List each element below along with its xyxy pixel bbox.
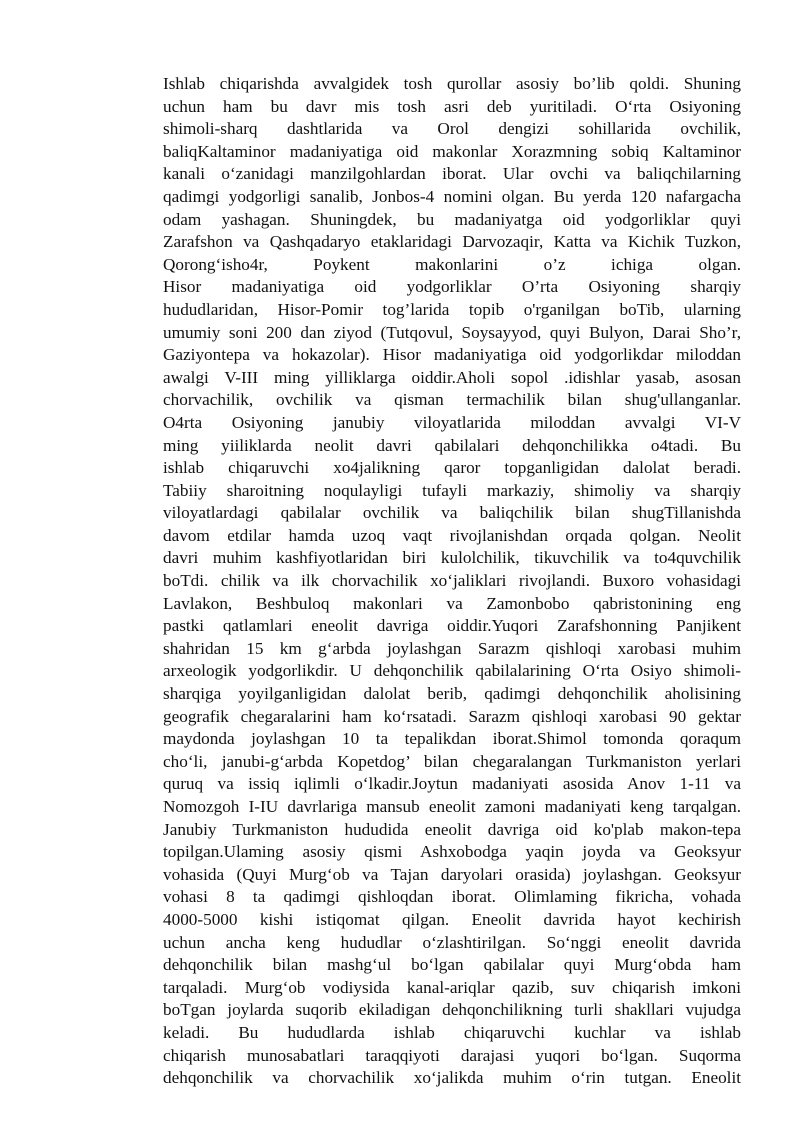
text-line: chorvachilik, ovchilik va qisman termachilik bilan shug'ullanganlar. bbox=[163, 390, 741, 410]
text-line: quruq va issiq iqlimli o‘lkadir.Joytun madaniyati asosida Anov 1-11 va bbox=[163, 774, 741, 794]
text-line: Qorong‘isho4r, Poykent makonlarini o’z ichiga olgan. bbox=[163, 254, 741, 274]
text-line: tarqaladi. Murg‘ob vodiysida kanal-ariqlar qazib, suv chiqarish imkoni bbox=[163, 977, 741, 997]
text-line: umumiy soni 200 dan ziyod (Tutqovul, Soysayyod, quyi Bulyon, Darai Sho’r, bbox=[163, 322, 741, 342]
text-line: davom etdilar hamda uzoq vaqt rivojlanishdan orqada qolgan. Neolit bbox=[163, 525, 741, 545]
text-line: baliqKaltaminor madaniyatiga oid makonlar Xorazmning sobiq Kaltaminor bbox=[163, 141, 741, 161]
text-line: uchun ancha keng hududlar o‘zlashtirilgan. So‘nggi eneolit davrida bbox=[163, 932, 741, 952]
text-line: Janubiy Turkmaniston hududida eneolit davriga oid ko'plab makon-tepa bbox=[163, 819, 741, 839]
text-line: geografik chegaralarini ham ko‘rsatadi. Sarazm qishloqi xarobasi 90 gektar bbox=[163, 706, 741, 726]
text-line: davri muhim kashfiyotlaridan biri kulolchilik, tikuvchilik va to4quvchilik bbox=[163, 548, 741, 568]
text-line: Ishlab chiqarishda avvalgidek tosh qurollar asosiy bo’lib qoldi. Shuning bbox=[163, 74, 741, 93]
text-line: Hisor madaniyatiga oid yodgorliklar O’rta Osiyoning sharqiy bbox=[163, 277, 741, 297]
document-body bbox=[163, 73, 741, 1090]
text-line: keladi. Bu hududlarda ishlab chiqaruvchi kuchlar va ishlab bbox=[163, 1022, 741, 1042]
text-line: arxeologik yodgorlikdir. U dehqonchilik qabilalarining O‘rta Osiyo shimoli- bbox=[163, 661, 741, 681]
text-line: odam yashagan. Shuningdek, bu madaniyatga oid yodgorliklar quyi bbox=[163, 209, 741, 229]
text-line: viloyatlardagi qabilalar ovchilik va baliqchilik bilan shugTillanishda bbox=[163, 503, 741, 523]
text-line: Nomozgoh I-IU davrlariga mansub eneolit zamoni madaniyati keng tarqalgan. bbox=[163, 797, 741, 816]
text-line: ishlab chiqaruvchi xo4jalikning qaror topganligidan dalolat beradi. bbox=[163, 458, 741, 478]
text-line: vohasida (Quyi Murg‘ob va Tajan daryolari orasida) joylashgan. Geoksyur bbox=[163, 864, 741, 884]
text-line: boTgan joylarda suqorib ekiladigan dehqonchilikning turli shakllari vujudga bbox=[163, 1000, 741, 1020]
text-line: hududlaridan, Hisor-Pomir tog’larida topib o'rganilgan boTib, ularning bbox=[163, 299, 741, 319]
text-line: Tabiiy sharoitning noqulayligi tufayli markaziy, shimoliy va sharqiy bbox=[163, 480, 741, 500]
text-line: kanali o‘zanidagi manzilgohlardan iborat. Ular ovchi va baliqchilarning bbox=[163, 164, 741, 184]
text-line: sharqiga yoyilganligidan dalolat berib, qadimgi dehqonchilik aholisining bbox=[163, 684, 741, 704]
text-line: shahridan 15 km g‘arbda joylashgan Sarazm qishloqi xarobasi muhim bbox=[163, 638, 741, 658]
text-line: maydonda joylashgan 10 ta tepalikdan iborat.Shimol tomonda qoraqum bbox=[163, 729, 741, 749]
text-line: Lavlakon, Beshbuloq makonlari va Zamonbobo qabristonining eng bbox=[163, 593, 741, 613]
text-line: qadimgi yodgorligi sanalib, Jonbos-4 nomini olgan. Bu yerda 120 nafargacha bbox=[163, 186, 741, 206]
text-line: 4000-5000 kishi istiqomat qilgan. Eneolit davrida hayot kechirish bbox=[163, 909, 741, 929]
text-line: uchun ham bu davr mis tosh asri deb yuritiladi. O‘rta Osiyoning bbox=[163, 96, 741, 116]
text-line: pastki qatlamlari eneolit davriga oiddir.Yuqori Zarafshonning Panjikent bbox=[163, 616, 741, 636]
text-line: chiqarish munosabatlari taraqqiyoti darajasi yuqori bo‘lgan. Suqorma bbox=[163, 1045, 741, 1065]
text-line: shimoli-sharq dashtlarida va Orol dengizi sohillarida ovchilik, bbox=[163, 119, 741, 139]
text-line: awalgi V-III ming yilliklarga oiddir.Aholi sopol .idishlar yasab, asosan bbox=[163, 367, 741, 387]
text-line: ming yiiliklarda neolit davri qabilalari dehqonchilikka o4tadi. Bu bbox=[163, 435, 741, 455]
text-line: dehqonchilik va chorvachilik xo‘jalikda muhim o‘rin tutgan. Eneolit bbox=[163, 1068, 741, 1088]
text-line: cho‘li, janubi-g‘arbda Kopetdog’ bilan chegaralangan Turkmaniston yerlari bbox=[163, 751, 741, 771]
text-line: Zarafshon va Qashqadaryo etaklaridagi Darvozaqir, Katta va Kichik Tuzkon, bbox=[163, 232, 741, 252]
text-line: vohasi 8 ta qadimgi qishloqdan iborat. Olimlaming fikricha, vohada bbox=[163, 887, 741, 907]
text-line: dehqonchilik bilan mashg‘ul bo‘lgan qabilalar quyi Murg‘obda ham bbox=[163, 955, 741, 975]
text-line: O4rta Osiyoning janubiy viloyatlarida miloddan avvalgi VI-V bbox=[163, 412, 741, 432]
text-line: topilgan.Ulaming asosiy qismi Ashxobodga yaqin joyda va Geoksyur bbox=[163, 842, 741, 862]
text-line: Gaziyontepa va hokazolar). Hisor madaniyatiga oid yodgorlikdar miloddan bbox=[163, 345, 741, 365]
text-line: boTdi. chilik va ilk chorvachilik xo‘jaliklari rivojlandi. Buxoro vohasidagi bbox=[163, 571, 741, 591]
